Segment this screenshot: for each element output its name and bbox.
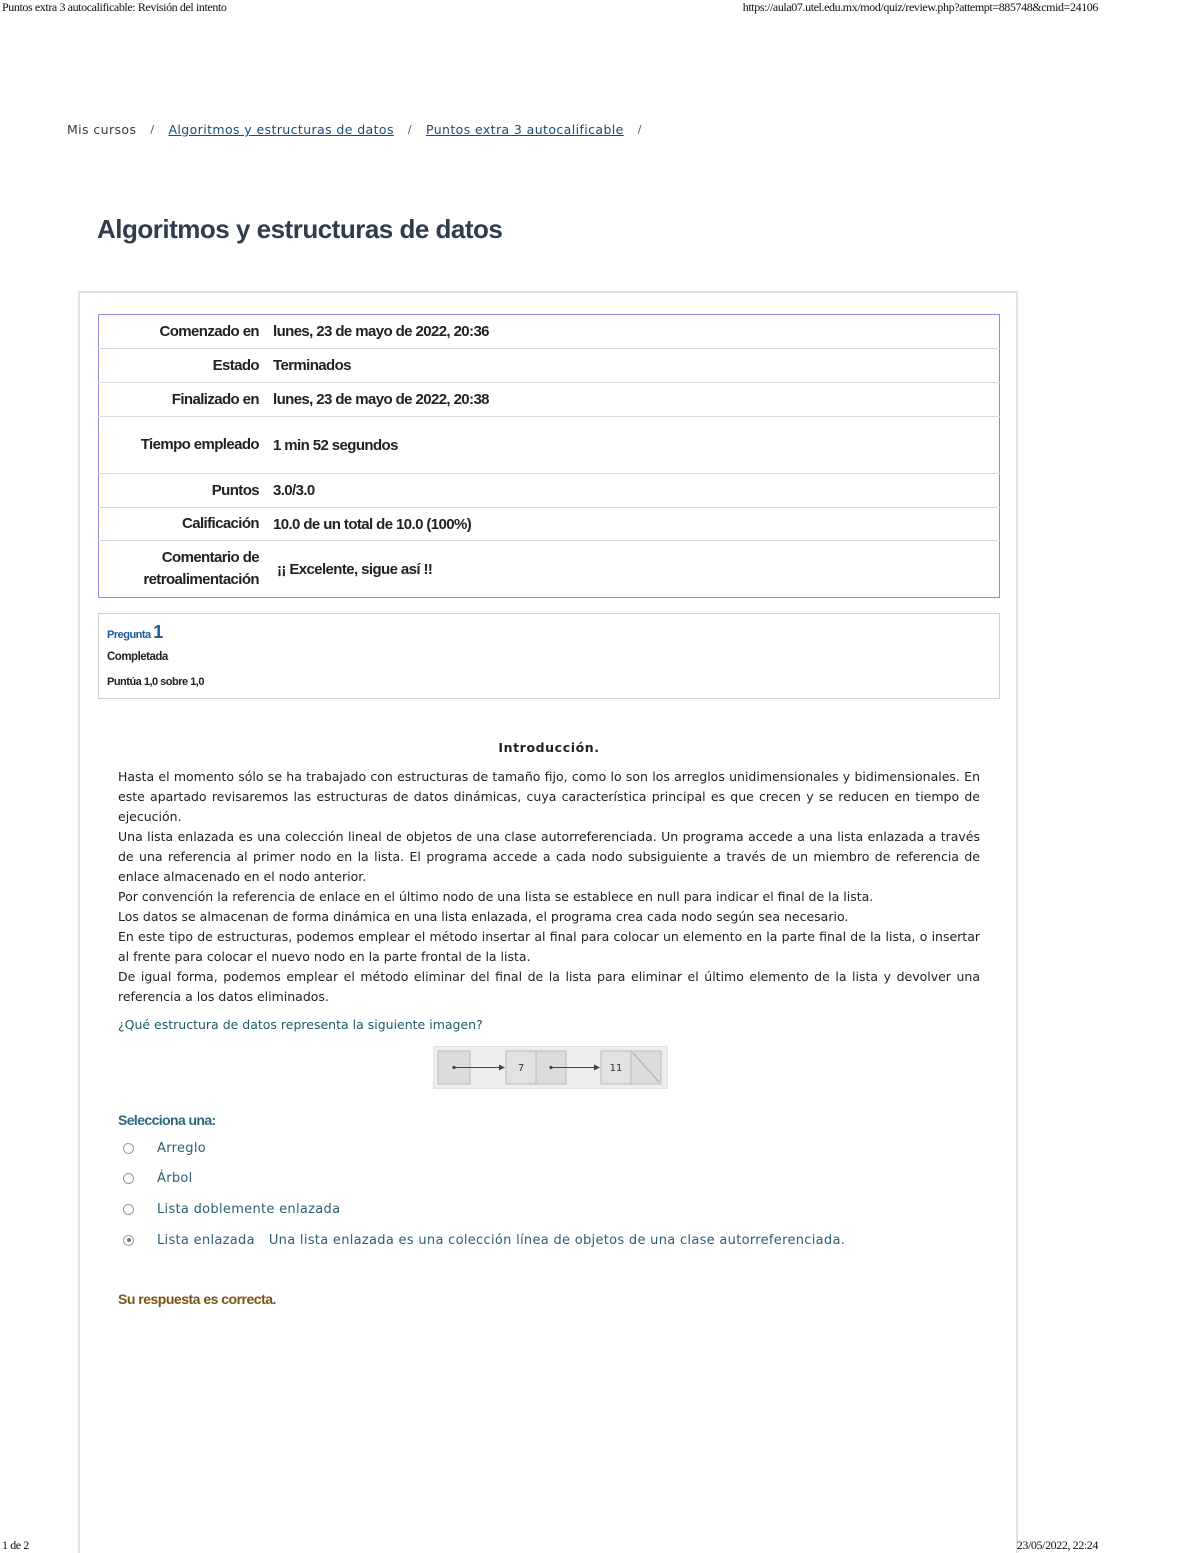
- summary-row-points: [99, 474, 1000, 508]
- breadcrumb-separator: /: [150, 123, 155, 136]
- option-lista-doblemente-enlazada[interactable]: [123, 1200, 340, 1218]
- question-text: [118, 738, 980, 1035]
- radio-button-selected[interactable]: [123, 1235, 134, 1246]
- option-arreglo[interactable]: [123, 1139, 206, 1157]
- question-paragraph: En este tipo de estructuras, podemos emplear el método insertar al final para colocar un elemento en la parte final de la lista, o insertar al frente para colocar el nuevo nodo en la parte frontal de la lista.: [118, 929, 980, 964]
- question-number: [107, 622, 163, 643]
- breadcrumb-quiz-link[interactable]: Puntos extra 3 autocalificable: [425, 122, 624, 137]
- summary-label: Comenzado en: [159, 322, 259, 340]
- option-label: Lista enlazada: [157, 1232, 255, 1248]
- radio-button[interactable]: [123, 1204, 134, 1215]
- question-label: Pregunta: [107, 629, 151, 641]
- question-prompt: ¿Qué estructura de datos representa la siguiente imagen?: [118, 1017, 483, 1032]
- question-grade: Puntúa 1,0 sobre 1,0: [107, 676, 204, 688]
- print-datetime: 23/05/2022, 22:24: [1016, 1538, 1098, 1552]
- node-2-value: 11: [609, 1063, 623, 1074]
- question-paragraph: Una lista enlazada es una colección lineal de objetos de una clase autorreferenciada. Un programa accede a una lista enlazada a través de una referencia al primer nodo en la lista. El programa accede a cada nodo subsiguiente a través de un miembro de referencia de enlace almacenado en el nodo anterior.: [118, 829, 980, 884]
- print-page-title: Puntos extra 3 autocalificable: Revisión del intento: [2, 0, 227, 14]
- summary-label: Comentario de retroalimentación: [143, 549, 259, 588]
- radio-button[interactable]: [123, 1143, 134, 1154]
- breadcrumb-separator: /: [637, 123, 642, 136]
- question-paragraph: Los datos se almacenan de forma dinámica en una lista enlazada, el programa crea cada nodo según sea necesario.: [118, 909, 849, 924]
- print-page-count: 1 de 2: [2, 1538, 29, 1552]
- summary-label: Puntos: [211, 481, 259, 499]
- summary-label: Estado: [212, 356, 259, 374]
- question-info-box: [98, 613, 1000, 699]
- breadcrumb: [67, 122, 656, 137]
- question-paragraph: Hasta el momento sólo se ha trabajado con estructuras de tamaño fijo, como lo son los arreglos unidimensionales y bidimensionales. En este apartado revisaremos las estructuras de datos dinámicas, cuya característica principal es que crecen y se reducen en tiempo de ejecución.: [118, 769, 980, 824]
- summary-value: 3.0/3.0: [273, 482, 315, 499]
- answer-result: Su respuesta es correcta.: [118, 1291, 276, 1307]
- summary-value: ¡¡ Excelente, sigue así !!: [277, 560, 433, 578]
- breadcrumb-course-link[interactable]: Algoritmos y estructuras de datos: [168, 122, 394, 137]
- summary-row-started: [99, 315, 1000, 349]
- node-1-value: 7: [517, 1063, 525, 1074]
- option-arbol[interactable]: [123, 1169, 193, 1187]
- breadcrumb-separator: /: [407, 123, 412, 136]
- option-feedback: Una lista enlazada es una colección línea de objetos de una clase autorreferenciada.: [268, 1232, 846, 1248]
- summary-row-time-taken: [99, 417, 1000, 474]
- question-state: Completada: [107, 651, 168, 663]
- summary-value: 1 min 52 segundos: [273, 436, 398, 454]
- summary-label: Calificación: [182, 515, 259, 532]
- summary-value: lunes, 23 de mayo de 2022, 20:38: [273, 391, 489, 408]
- select-one-label: Selecciona una:: [118, 1112, 216, 1128]
- option-label: Árbol: [157, 1170, 193, 1186]
- question-paragraph: De igual forma, podemos emplear el método eliminar del final de la lista para eliminar el último elemento de la lista y devolver una referencia a los datos eliminados.: [118, 969, 980, 1004]
- print-footer: [0, 1538, 1200, 1552]
- summary-value: lunes, 23 de mayo de 2022, 20:36: [273, 323, 489, 340]
- question-paragraph: Por convención la referencia de enlace en el último nodo de una lista se establece en null para indicar el final de la lista.: [118, 889, 874, 904]
- page-title: Algoritmos y estructuras de datos: [97, 214, 503, 244]
- summary-value: Terminados: [273, 357, 351, 374]
- breadcrumb-my-courses[interactable]: Mis cursos: [67, 122, 137, 137]
- question-number-value: 1: [153, 622, 163, 642]
- print-page-url: https://aula07.utel.edu.mx/mod/quiz/review.php?attempt=885748&cmid=24106: [742, 0, 1098, 14]
- summary-row-grade: [99, 508, 1000, 541]
- summary-label: Tiempo empleado: [140, 436, 259, 453]
- radio-button[interactable]: [123, 1173, 134, 1184]
- option-label: Arreglo: [157, 1140, 206, 1156]
- summary-row-state: [99, 349, 1000, 383]
- attempt-summary-table: [98, 314, 1000, 598]
- summary-row-finished: [99, 383, 1000, 417]
- linked-list-figure: [433, 1046, 668, 1089]
- option-label: Lista doblemente enlazada: [157, 1201, 341, 1217]
- print-header: [0, 0, 1200, 14]
- summary-label: Finalizado en: [171, 390, 259, 408]
- summary-value: 10.0 de un total de 10.0 (100%): [273, 515, 472, 533]
- option-lista-enlazada[interactable]: [123, 1231, 845, 1249]
- summary-row-feedback: [99, 541, 1000, 598]
- linked-list-diagram: [434, 1047, 667, 1088]
- question-heading: Introducción.: [498, 740, 600, 755]
